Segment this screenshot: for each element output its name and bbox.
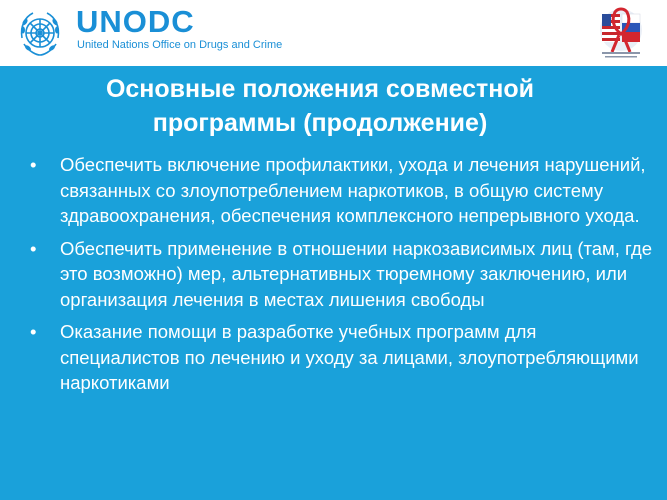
bullet-item (30, 152, 660, 229)
header (0, 0, 667, 66)
bullet-marker: • (30, 237, 37, 259)
unodc-wordmark: UNODC (76, 4, 195, 39)
bullet-text: Обеспечить применение в отношении наркозависимых лиц (там, где это возможно) мер, альтернативных тюремному заключению, или организация лечения в местах лишения свободы (60, 237, 653, 310)
slide-title (20, 72, 620, 140)
bullet-marker: • (30, 154, 37, 175)
bullet-list (30, 152, 660, 403)
unodc-full-name: United Nations Office on Drugs and Crime (77, 39, 283, 51)
bullet-item (30, 319, 660, 396)
bullet-item (30, 236, 660, 313)
bullet-text: Обеспечить включение профилактики, ухода и лечения нарушений, связанных со злоупотреблением наркотиков, в общую систему здравоохранения, обеспечения комплексного непрерывного ухода. (60, 154, 646, 226)
un-emblem-icon (15, 8, 65, 58)
bullet-marker: • (30, 321, 37, 342)
partner-flags-ribbon-logo (582, 4, 660, 62)
bullet-text: Оказание помощи в разработке учебных программ для специалистов по лечению и уходу за лицами, злоупотребляющими наркотиками (60, 321, 639, 393)
title-line-2: программы (продолжение) (152, 109, 488, 137)
title-line-1: Основные положения совместной (105, 75, 535, 103)
